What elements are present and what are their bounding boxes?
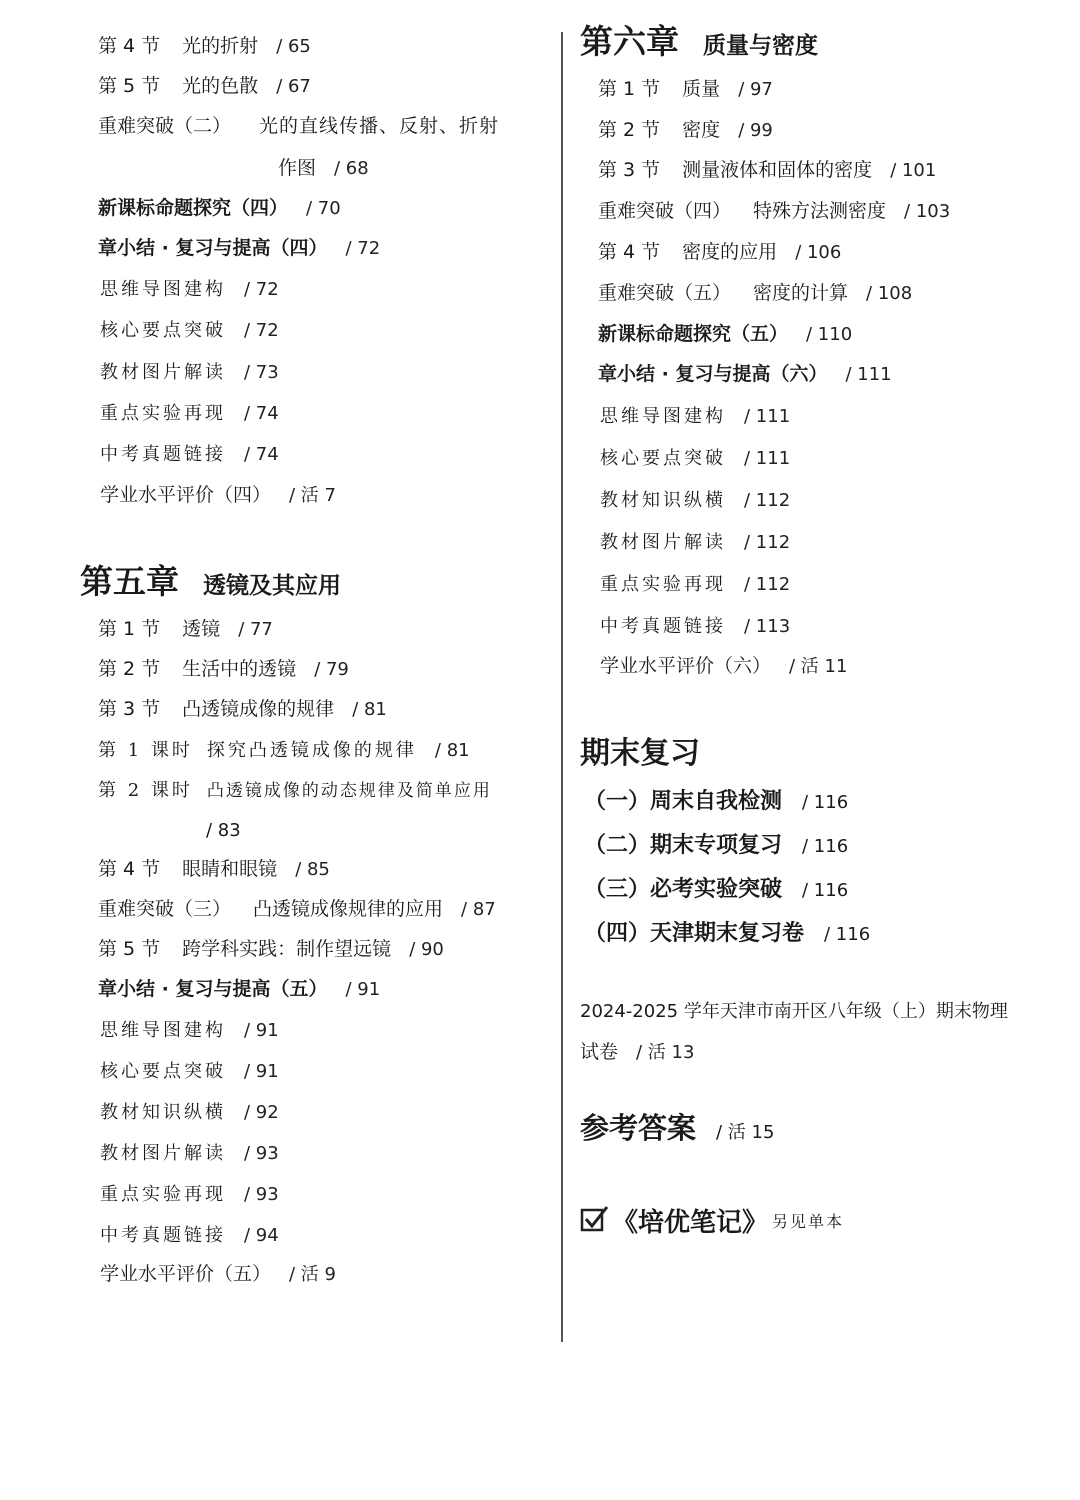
entry-label: （一）周末自我检测: [584, 789, 783, 814]
entry-label: 生活中的透镜: [182, 658, 297, 680]
toc-entry[interactable]: [598, 240, 841, 265]
page-number: / 112: [744, 574, 791, 595]
toc-entry-continuation[interactable]: [278, 156, 369, 181]
review-item[interactable]: [584, 876, 848, 905]
section-number: 重难突破（三）: [98, 898, 232, 920]
page-number: / 68: [334, 158, 369, 179]
toc-entry[interactable]: [598, 77, 773, 102]
section-number: 第 2 节: [598, 119, 661, 141]
section-heading[interactable]: [580, 734, 700, 774]
entry-label: 透镜: [182, 618, 221, 640]
toc-entry[interactable]: [100, 442, 279, 467]
entry-label: 新课标命题探究（五）: [598, 323, 789, 345]
entry-label: 光的折射: [182, 35, 259, 57]
review-item[interactable]: [584, 832, 848, 861]
toc-entry[interactable]: [100, 277, 279, 302]
entry-label: 密度: [682, 119, 721, 141]
entry-label: 密度的计算: [753, 282, 849, 304]
entry-label: 学业水平评价（五）: [100, 1263, 272, 1285]
entry-label: 章小结 · 复习与提高（六）: [598, 363, 828, 385]
section-number: 第 4 节: [98, 35, 161, 57]
page-number: / 77: [238, 619, 273, 640]
page-number: / 112: [744, 532, 791, 553]
entry-label: 凸透镜成像的动态规律及简单应用: [206, 781, 492, 801]
toc-entry[interactable]: [98, 697, 387, 722]
column-divider: [561, 32, 563, 1342]
toc-entry[interactable]: [100, 1262, 336, 1287]
toc-entry[interactable]: [98, 738, 470, 763]
toc-entry[interactable]: [600, 446, 790, 471]
chapter-subtitle: 质量与密度: [703, 33, 818, 59]
entry-label: 凸透镜成像规律的应用: [253, 898, 444, 920]
page-number: / 72: [345, 238, 381, 259]
toc-entry[interactable]: [100, 483, 336, 508]
page-number: / 91: [244, 1061, 279, 1082]
entry-label: 核心要点突破: [100, 1061, 226, 1082]
page-number: / 111: [744, 406, 791, 427]
toc-entry-continuation[interactable]: [206, 818, 241, 843]
page-number: / 74: [244, 403, 279, 424]
page-number: / 85: [295, 859, 330, 880]
toc-entry[interactable]: [98, 34, 311, 59]
entry-label: 教材知识纵横: [600, 490, 726, 511]
entry-label: 作图: [278, 157, 317, 179]
page-number: / 90: [409, 939, 444, 960]
page-number: / 65: [276, 36, 311, 57]
page-number: / 活 11: [789, 656, 848, 677]
section-title: 参考答案: [580, 1111, 697, 1145]
entry-label: （二）期末专项复习: [584, 833, 783, 858]
section-number: 第 2 节: [98, 658, 161, 680]
entry-label: 思维导图建构: [100, 1020, 226, 1041]
review-item[interactable]: [584, 788, 848, 817]
entry-label: 光的直线传播、反射、折射: [259, 115, 500, 137]
entry-label: 重点实验再现: [600, 574, 726, 595]
toc-entry[interactable]: [98, 236, 380, 261]
page-number: / 92: [244, 1102, 279, 1123]
toc-entry[interactable]: [100, 1141, 279, 1166]
entry-label: 眼睛和眼镜: [182, 858, 278, 880]
section-number: 第 3 节: [98, 698, 161, 720]
entry-label: （三）必考实验突破: [584, 877, 783, 902]
section-number: 第 4 节: [598, 241, 661, 263]
entry-label: 中考真题链接: [100, 444, 226, 465]
page-number: / 73: [244, 362, 279, 383]
entry-label: 教材图片解读: [100, 362, 226, 383]
entry-label: 中考真题链接: [600, 616, 726, 637]
page-number: / 93: [244, 1184, 279, 1205]
chapter-number: 第五章: [80, 562, 179, 601]
page-number: / 81: [352, 699, 387, 720]
chapter-number: 第六章: [580, 22, 679, 61]
page-number: / 111: [744, 448, 791, 469]
toc-entry[interactable]: [98, 657, 349, 682]
entry-label: 思维导图建构: [100, 279, 226, 300]
toc-entry[interactable]: [600, 654, 847, 679]
entry-label: 重点实验再现: [100, 403, 226, 424]
toc-entry[interactable]: [100, 1182, 279, 1207]
toc-entry[interactable]: [598, 199, 950, 224]
entry-label: 学业水平评价（六）: [600, 655, 772, 677]
entry-label: 跨学科实践：制作望远镜: [182, 938, 392, 960]
toc-entry[interactable]: [98, 857, 330, 882]
page-number: / 72: [244, 320, 279, 341]
page-number: / 87: [461, 899, 496, 920]
page-number: / 112: [744, 490, 791, 511]
section-number: 第 5 节: [98, 75, 161, 97]
chapter-heading[interactable]: [580, 22, 818, 66]
entry-label: 试卷: [580, 1041, 619, 1063]
toc-entry[interactable]: [98, 778, 492, 803]
notes-title: 《培优笔记》: [612, 1208, 769, 1238]
page-number: / 97: [738, 79, 773, 100]
toc-entry[interactable]: [100, 1059, 279, 1084]
entry-label: 教材图片解读: [600, 532, 726, 553]
notes-suffix: 另见单本: [772, 1212, 845, 1231]
toc-entry[interactable]: [600, 488, 790, 513]
page-number: / 72: [244, 279, 279, 300]
section-title: 期末复习: [580, 736, 700, 771]
toc-entry[interactable]: [600, 530, 790, 555]
page-number: / 116: [802, 836, 849, 857]
page-number: / 活 7: [289, 485, 336, 506]
toc-entry[interactable]: [100, 1223, 279, 1248]
entry-label: 章小结 · 复习与提高（四）: [98, 237, 328, 259]
toc-entry[interactable]: [100, 1018, 279, 1043]
page-number: / 101: [890, 160, 937, 181]
entry-label: 教材知识纵横: [100, 1102, 226, 1123]
toc-entry[interactable]: [600, 614, 790, 639]
chapter-heading[interactable]: [80, 562, 341, 606]
page-number: / 103: [904, 201, 951, 222]
chapter-subtitle: 透镜及其应用: [203, 573, 341, 599]
exam-paper-entry[interactable]: [580, 1000, 1008, 1024]
section-number: 重难突破（二）: [98, 115, 232, 137]
toc-entry[interactable]: [98, 196, 341, 221]
page-number: / 94: [244, 1225, 279, 1246]
entry-label: 2024-2025 学年天津市南开区八年级（上）期末物理: [580, 1001, 1008, 1022]
section-number: 第 3 节: [598, 159, 661, 181]
page-number: / 106: [795, 242, 842, 263]
toc-entry[interactable]: [100, 401, 279, 426]
entry-label: 探究凸透镜成像的规律: [206, 740, 417, 761]
page-number: / 116: [802, 880, 849, 901]
toc-entry[interactable]: [98, 114, 499, 138]
entry-label: 中考真题链接: [100, 1225, 226, 1246]
entry-label: 核心要点突破: [600, 448, 726, 469]
toc-entry[interactable]: [98, 937, 444, 962]
exam-paper-entry-continuation[interactable]: [580, 1040, 694, 1065]
toc-entry[interactable]: [598, 322, 852, 347]
entry-label: 重点实验再现: [100, 1184, 226, 1205]
entry-label: （四）天津期末复习卷: [584, 921, 805, 946]
section-number: 第 5 节: [98, 938, 161, 960]
answers-heading[interactable]: [580, 1108, 774, 1148]
toc-entry[interactable]: [98, 977, 380, 1002]
section-number: 重难突破（五）: [598, 282, 732, 304]
section-number: 第 1 节: [98, 618, 161, 640]
page-number: / 活 15: [716, 1122, 775, 1143]
page-number: / 活 13: [636, 1042, 695, 1063]
toc-entry[interactable]: [100, 360, 279, 385]
entry-label: 学业水平评价（四）: [100, 484, 272, 506]
page-number: / 93: [244, 1143, 279, 1164]
page-number: / 113: [744, 616, 791, 637]
toc-entry[interactable]: [98, 74, 311, 99]
entry-label: 特殊方法测密度: [753, 200, 887, 222]
page-number: / 67: [276, 76, 311, 97]
page-number: / 116: [824, 924, 871, 945]
toc-entry[interactable]: [598, 158, 936, 183]
toc-entry[interactable]: [100, 318, 279, 343]
toc-entry[interactable]: [598, 362, 892, 387]
page-number: / 91: [345, 979, 381, 1000]
toc-entry[interactable]: [98, 897, 496, 922]
entry-label: 密度的应用: [682, 241, 778, 263]
entry-label: 核心要点突破: [100, 320, 226, 341]
toc-entry[interactable]: [100, 1100, 279, 1125]
review-item[interactable]: [584, 920, 870, 949]
page-number: / 79: [314, 659, 349, 680]
page-number: / 99: [738, 120, 773, 141]
page-number: / 111: [845, 364, 892, 385]
toc-entry[interactable]: [600, 572, 790, 597]
page-number: / 83: [206, 820, 241, 841]
page-number: / 116: [802, 792, 849, 813]
entry-label: 章小结 · 复习与提高（五）: [98, 978, 328, 1000]
entry-label: 光的色散: [182, 75, 259, 97]
entry-label: 测量液体和固体的密度: [682, 159, 873, 181]
page-number: / 活 9: [289, 1264, 336, 1285]
page-number: / 108: [866, 283, 913, 304]
entry-label: 新课标命题探究（四）: [98, 197, 289, 219]
section-number: 第 1 节: [598, 78, 661, 100]
page-number: / 70: [306, 198, 341, 219]
toc-entry[interactable]: [600, 404, 790, 429]
toc-entry[interactable]: [598, 281, 912, 306]
section-number: 重难突破（四）: [598, 200, 732, 222]
notes-entry[interactable]: [580, 1202, 844, 1239]
page-number: / 74: [244, 444, 279, 465]
entry-label: 思维导图建构: [600, 406, 726, 427]
page-number: / 91: [244, 1020, 279, 1041]
checkbox-check-icon: [580, 1204, 610, 1238]
toc-entry[interactable]: [98, 617, 273, 642]
section-number: 第 4 节: [98, 858, 161, 880]
section-number: 第 1 课时: [98, 740, 193, 761]
entry-label: 质量: [682, 78, 721, 100]
page-number: / 110: [806, 324, 853, 345]
section-number: 第 2 课时: [98, 780, 193, 801]
toc-entry[interactable]: [598, 118, 773, 143]
entry-label: 教材图片解读: [100, 1143, 226, 1164]
page-number: / 81: [434, 740, 470, 761]
entry-label: 凸透镜成像的规律: [182, 698, 335, 720]
